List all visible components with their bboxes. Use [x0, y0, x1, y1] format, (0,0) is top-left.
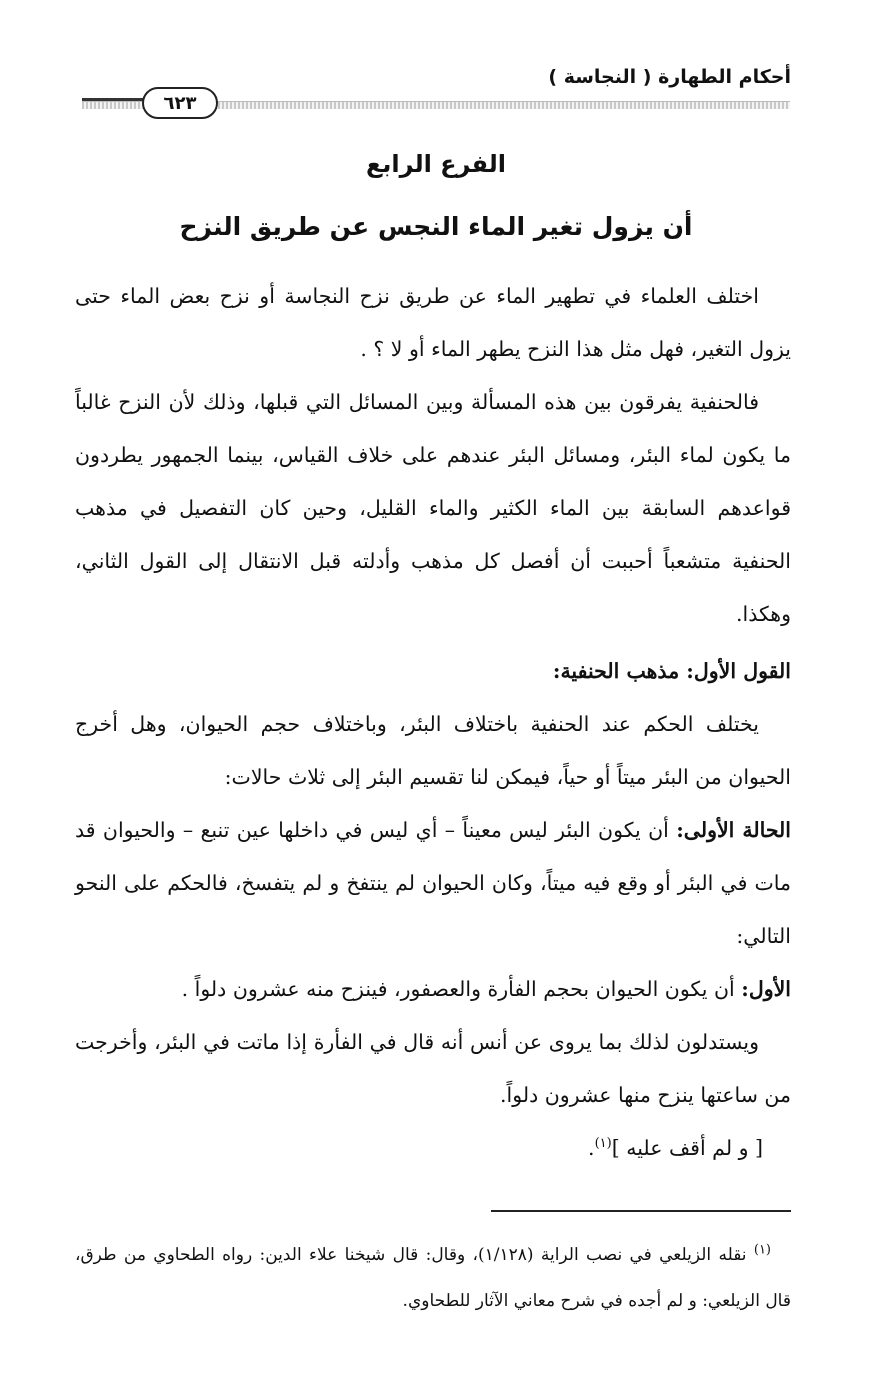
opinion-heading: القول الأول: مذهب الحنفية: [552, 659, 791, 683]
section-heading: الفرع الرابع [366, 150, 506, 178]
footnotes [75, 1232, 791, 1324]
bracket-note [75, 1122, 791, 1175]
paragraph-1: اختلف العلماء في تطهير الماء عن طريق نزح النجاسة أو نزح بعض الماء حتى يزول التغير، فهل مثل هذا النزح يطهر الماء أو لا ؟ . [75, 284, 791, 361]
page-number: ٦٢٣ [142, 87, 218, 119]
bracket-note-tail: . [588, 1136, 595, 1160]
first-ruling-label: الأول: [741, 977, 791, 1001]
section-title: أن يزول تغير الماء النجس عن طريق النزح [179, 212, 693, 241]
case-1-label: الحالة الأولى: [676, 818, 792, 842]
first-ruling-text: أن يكون الحيوان بحجم الفأرة والعصفور، فينزح منه عشرون دلواً . [181, 977, 742, 1001]
first-ruling [75, 963, 791, 1016]
footnote-reference: (١) [594, 1136, 612, 1152]
paragraph-2: فالحنفية يفرقون بين هذه المسألة وبين المسائل التي قبلها، وذلك لأن النزح غالباً ما يكون لماء البئر، ومسائل البئر عندهم على خلاف القياس، بينما الجمهور يطردون قواعدهم السابقة بين الماء الكثير والماء القليل، وحين كان التفصيل في مذهب الحنفية متشعباً أحببت أن أفصل كل مذهب وأدلته قبل الانتقال إلى القول الثاني، وهكذا. [75, 390, 791, 626]
bracket-note-text: [ و لم أقف عليه ] [611, 1136, 763, 1160]
case-1 [75, 804, 791, 963]
paragraph-4: ويستدلون لذلك بما يروى عن أنس أنه قال في الفأرة إذا ماتت في البئر، وأخرجت من ساعتها ينزح منها عشرون دلواً. [75, 1030, 791, 1107]
footnote-text: نقله الزيلعي في نصب الراية (١/١٢٨)، وقال: قال شيخنا علاء الدين: رواه الطحاوي من طرق، قال الزيلعي: و لم أجده في شرح معاني الآثار للطحاوي. [75, 1245, 791, 1311]
body-text [75, 270, 791, 1175]
footnote-marker: (١) [753, 1242, 771, 1258]
footnote-separator [491, 1210, 791, 1212]
running-title: أحكام الطهارة ( النجاسة ) [548, 66, 791, 88]
case-1-text: أن يكون البئر ليس معيناً – أي ليس في داخلها عين تنبع – والحيوان قد مات في البئر أو وقع فيه ميتاً، وكان الحيوان لم ينتفخ و لم يتفسخ، فالحكم على النحو التالي: [75, 818, 791, 948]
footnote-1 [75, 1232, 791, 1324]
paragraph-3: يختلف الحكم عند الحنفية باختلاف البئر، وباختلاف حجم الحيوان، وهل أخرج الحيوان من البئر ميتاً أو حياً، فيمكن لنا تقسيم البئر إلى ثلاث حالات: [75, 712, 791, 789]
